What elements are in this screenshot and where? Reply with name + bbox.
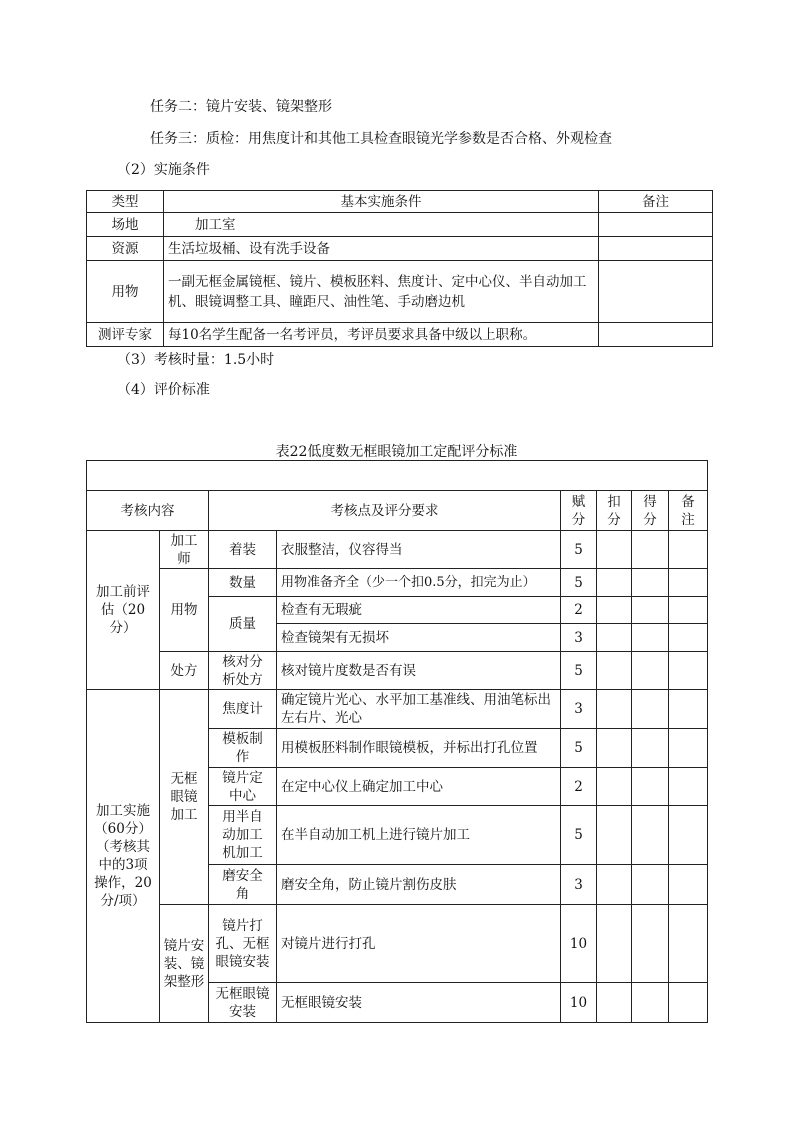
req-semi-auto: 在半自动加工机上进行镜片加工 (277, 806, 561, 865)
item-bevel: 磨安全角 (209, 865, 277, 905)
cat-worker: 加工师 (160, 531, 209, 569)
item-drill: 镜片打孔、无框眼镜安装 (209, 905, 277, 983)
row-note (599, 237, 713, 261)
item-dress: 着装 (209, 531, 277, 569)
table-row (87, 531, 708, 569)
cat-rimless: 无框眼镜加工 (160, 690, 209, 905)
table-header-row (87, 491, 708, 531)
req-qty: 用物准备齐全（少一个扣0.5分，扣完为止） (277, 569, 561, 597)
req-dress: 衣服整洁，仪容得当 (277, 531, 561, 569)
row-note (599, 323, 713, 347)
header-points: 考核点及评分要求 (209, 491, 561, 531)
header-type: 类型 (87, 191, 164, 213)
table-row (87, 261, 713, 323)
item-rx-check: 核对分析处方 (209, 652, 277, 690)
req-install: 无框眼镜安装 (277, 983, 561, 1023)
req-template: 用模板胚料制作眼镜模板，并标出打孔位置 (277, 729, 561, 768)
header-note: 备注 (599, 191, 713, 213)
table-row (87, 690, 708, 729)
row-content: 每10名学生配备一名考评员，考评员要求具备中级以上职称。 (164, 323, 599, 347)
req-drill: 对镜片进行打孔 (277, 905, 561, 983)
row-content: 加工室 (164, 213, 599, 237)
item-install: 无框眼镜安装 (209, 983, 277, 1023)
item-focimeter: 焦度计 (209, 690, 277, 729)
req-quality-2: 检查镜架有无损坏 (277, 624, 561, 652)
score-dress: 5 (561, 531, 597, 569)
item-centering: 镜片定中心 (209, 768, 277, 806)
table-row (87, 652, 708, 690)
score-qty: 5 (561, 569, 597, 597)
req-centering: 在定中心仪上确定加工中心 (277, 768, 561, 806)
section-2-heading: （2）实施条件 (117, 162, 210, 178)
table-blank-row (87, 461, 708, 491)
section-3-line: （3）考核时量：1.5小时 (117, 352, 275, 368)
req-bevel: 磨安全角，防止镜片割伤皮肤 (277, 865, 561, 905)
score-semi-auto: 5 (561, 806, 597, 865)
header-remark: 备注 (669, 491, 708, 531)
row-content: 生活垃圾桶、设有洗手设备 (164, 237, 599, 261)
row-type: 资源 (87, 237, 164, 261)
scoring-table (86, 460, 708, 1023)
score-rx: 5 (561, 652, 597, 690)
score-focimeter: 3 (561, 690, 597, 729)
table-row (87, 213, 713, 237)
score-drill: 10 (561, 905, 597, 983)
task2-line: 任务二：镜片安装、镜架整形 (150, 99, 332, 115)
req-quality-1: 检查有无瑕疵 (277, 597, 561, 624)
table-row (87, 569, 708, 597)
score-centering: 2 (561, 768, 597, 806)
item-semi-auto: 用半自动加工机加工 (209, 806, 277, 865)
item-qty: 数量 (209, 569, 277, 597)
req-rx: 核对镜片度数是否有误 (277, 652, 561, 690)
row-note (599, 261, 713, 323)
group-implementation: 加工实施（60分）（考核其中的3项操作，20分/项） (87, 690, 160, 1023)
score-bevel: 3 (561, 865, 597, 905)
header-score: 赋分 (561, 491, 597, 531)
row-content: 一副无框金属镜框、镜片、模板胚料、焦度计、定中心仪、半自动加工机、眼镜调整工具、瞳距尺、油性笔、手动磨边机 (164, 261, 599, 323)
header-get: 得分 (632, 491, 669, 531)
req-focimeter: 确定镜片光心、水平加工基准线、用油笔标出左右片、光心 (277, 690, 561, 729)
cat-supplies: 用物 (160, 569, 209, 652)
score-template: 5 (561, 729, 597, 768)
header-deduct: 扣分 (597, 491, 632, 531)
header-content: 考核内容 (87, 491, 209, 531)
cat-mounting: 镜片安装、镜架整形 (160, 905, 209, 1023)
conditions-table (86, 190, 713, 347)
group-pre-assessment: 加工前评估（20分） (87, 531, 160, 690)
score-quality-1: 2 (561, 597, 597, 624)
table-row (87, 905, 708, 983)
table-header-row (87, 191, 713, 213)
table-row (87, 237, 713, 261)
scoring-table-caption: 表22低度数无框眼镜加工定配评分标准 (275, 444, 518, 460)
item-quality: 质量 (209, 597, 277, 652)
section-4-heading: （4）评价标准 (117, 382, 210, 398)
task3-line: 任务三：质检：用焦度计和其他工具检查眼镜光学参数是否合格、外观检查 (150, 131, 612, 147)
row-type: 测评专家 (87, 323, 164, 347)
row-note (599, 213, 713, 237)
item-template: 模板制作 (209, 729, 277, 768)
header-content: 基本实施条件 (164, 191, 599, 213)
table-row (87, 323, 713, 347)
row-type: 用物 (87, 261, 164, 323)
score-install: 10 (561, 983, 597, 1023)
cat-rx: 处方 (160, 652, 209, 690)
score-quality-2: 3 (561, 624, 597, 652)
row-type: 场地 (87, 213, 164, 237)
